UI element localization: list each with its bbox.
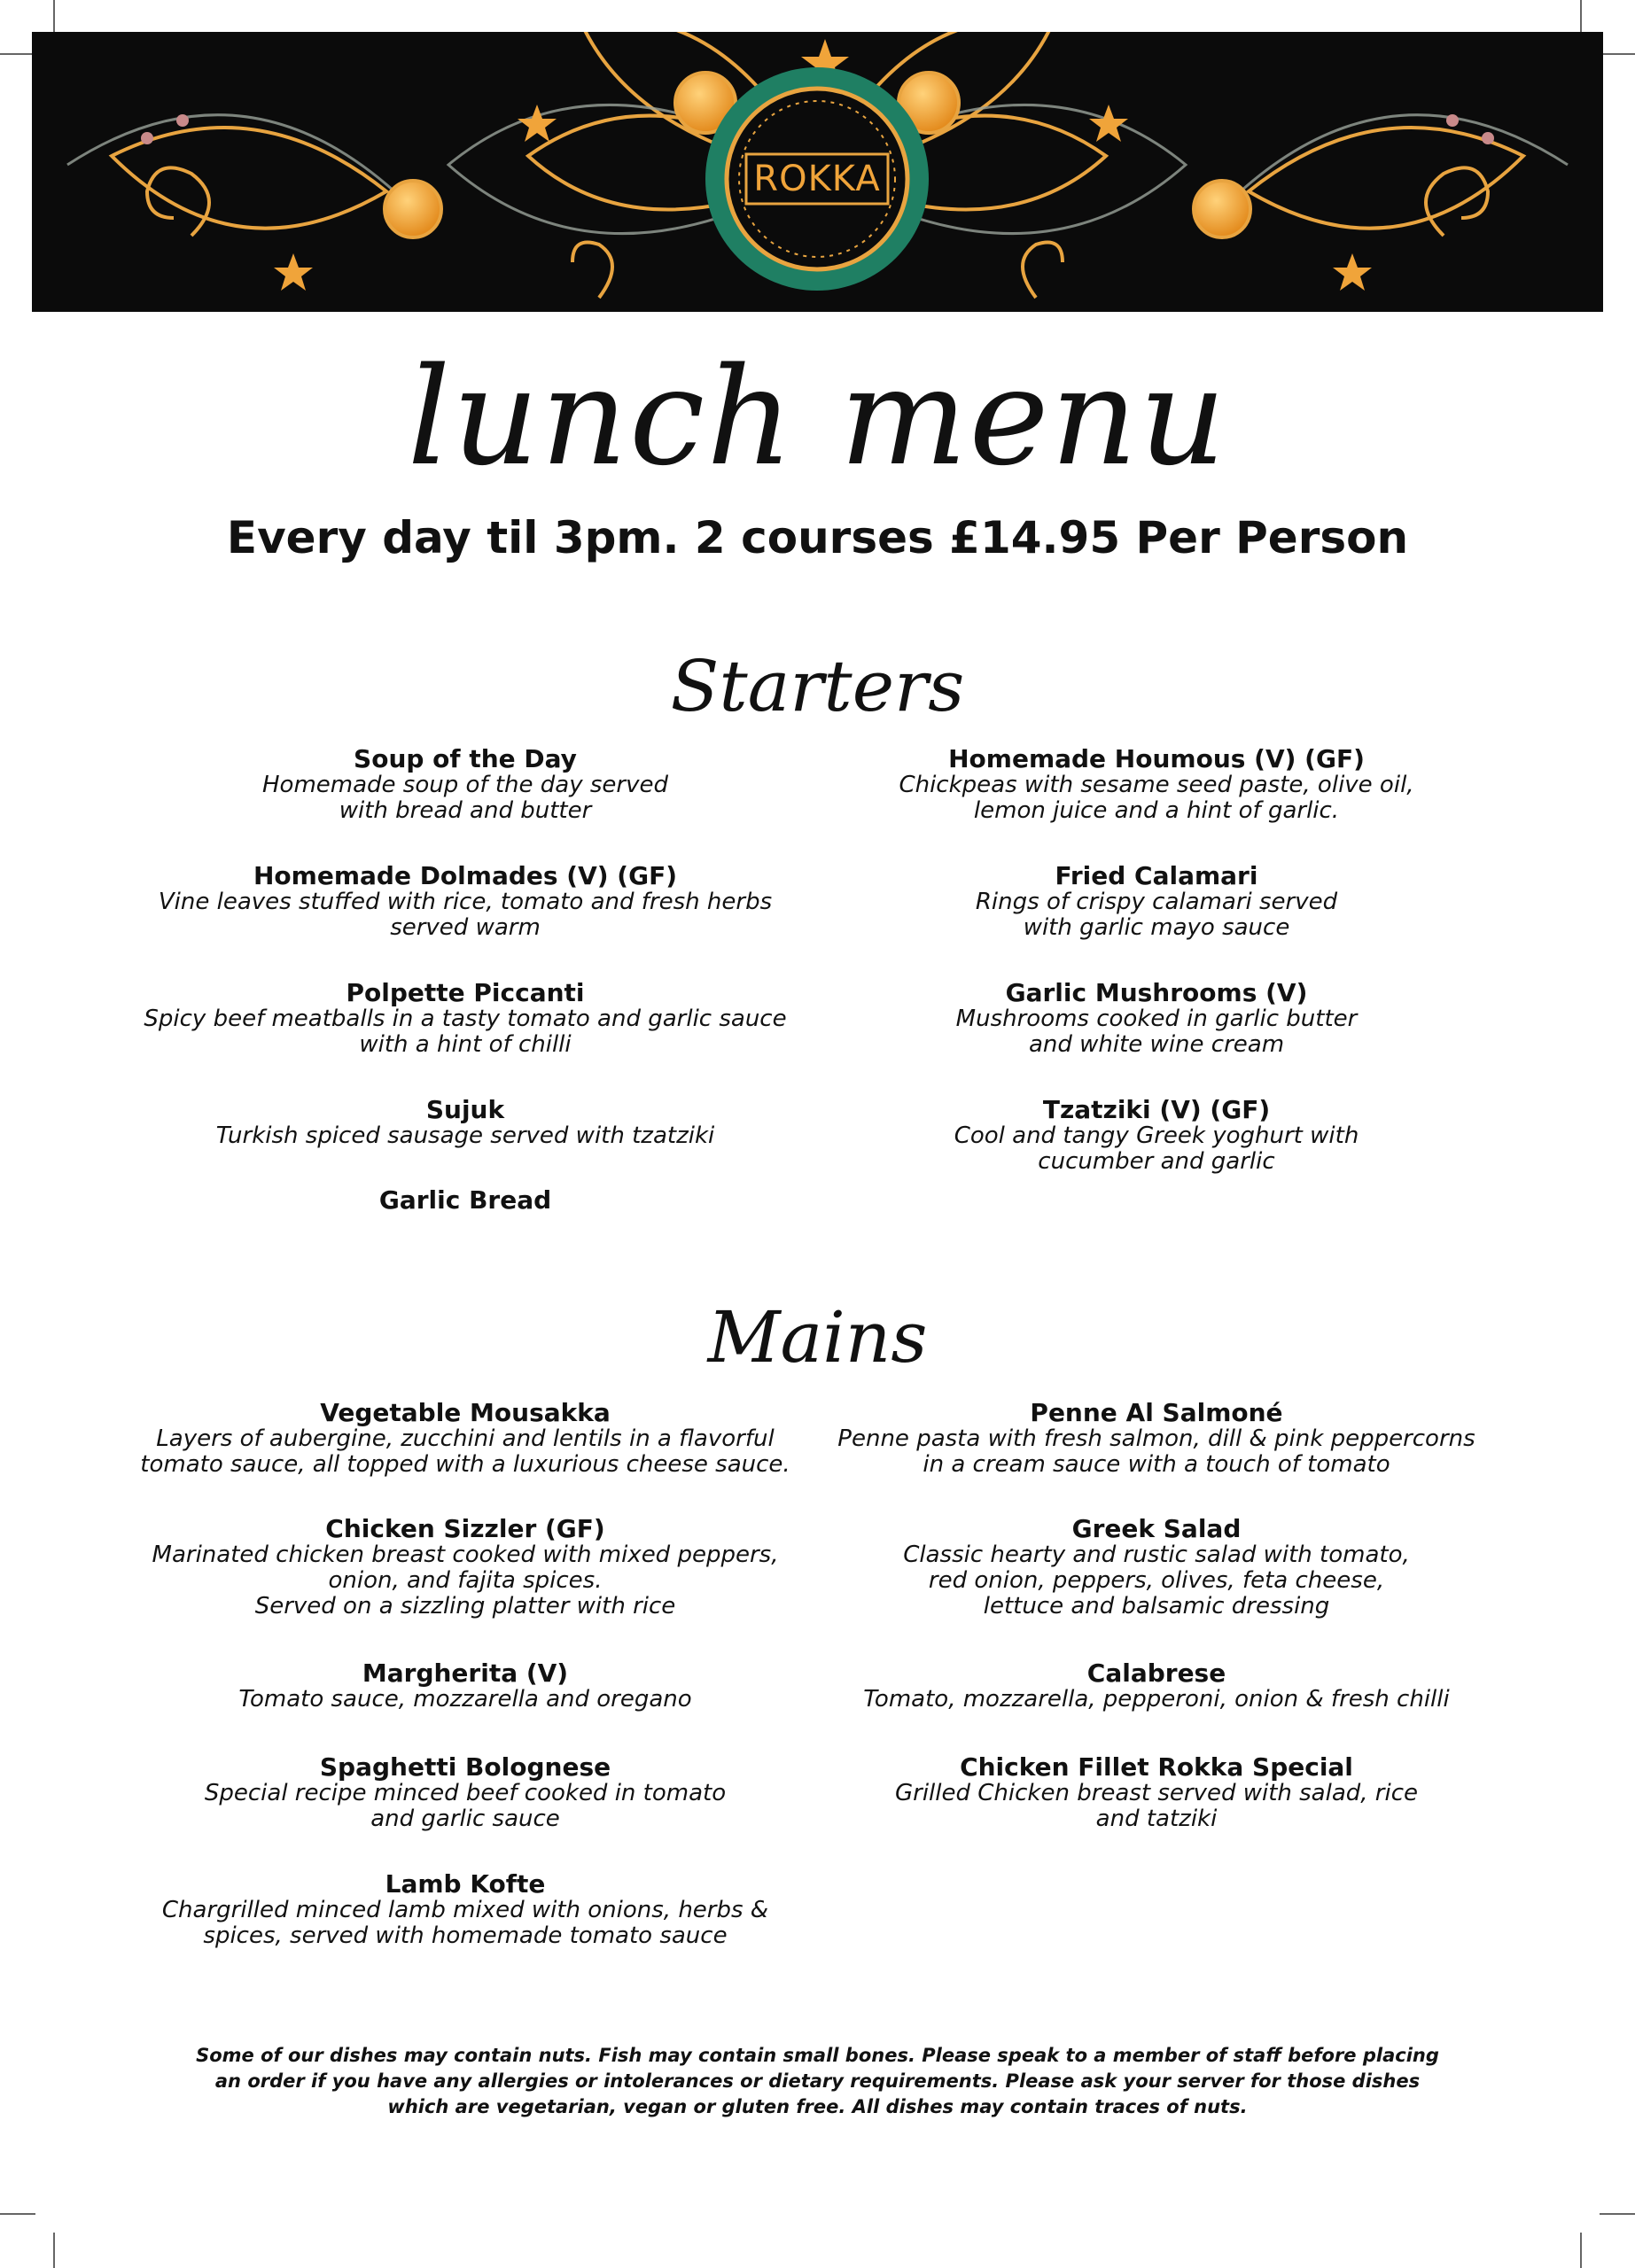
menu-item [815,1400,1498,1478]
star-icon [518,105,557,142]
item-name: Lamb Kofte [385,1869,546,1899]
mains-right-column [815,1400,1498,1967]
menu-item [115,746,815,824]
item-description: Vine leaves stuffed with rice, tomato and fresh herbs served warm [158,889,773,941]
item-description: Special recipe minced beef cooked in tomato and garlic sauce [204,1780,727,1832]
item-description: Classic hearty and rustic salad with tomato, red onion, peppers, olives, feta cheese, lettuce and balsamic dressing [903,1542,1410,1619]
crop-mark [1580,0,1582,35]
item-name: Soup of the Day [354,744,577,773]
item-name: Garlic Mushrooms (V) [1005,978,1308,1007]
swirl [1023,243,1063,299]
item-description: Turkish spiced sausage served with tzatziki [215,1122,715,1149]
starters-right-column [815,746,1498,1242]
item-name: Spaghetti Bolognese [319,1752,611,1782]
menu-item [815,1516,1498,1619]
item-name: Homemade Dolmades (V) (GF) [253,861,677,890]
item-description: Tomato sauce, mozzarella and oregano [238,1686,692,1713]
item-name: Sujuk [425,1095,505,1124]
crop-mark [0,2213,35,2215]
menu-item [115,1097,815,1149]
accent-dot [176,114,189,127]
crop-mark [1600,53,1635,55]
item-description: Mushrooms cooked in garlic butter and white wine cream [955,1006,1358,1058]
swirl [147,167,209,236]
item-name: Penne Al Salmoné [1030,1398,1283,1427]
header-banner [32,32,1603,312]
menu-item [115,1400,815,1478]
item-name: Greek Salad [1071,1514,1242,1543]
accent-dot [141,132,153,144]
item-description: Cool and tangy Greek yoghurt with cucumber and garlic [954,1122,1359,1175]
gold-orb [1194,181,1250,237]
menu-item [815,863,1498,941]
item-description: Marinated chicken breast cooked with mixed peppers, onion, and fajita spices. Served on a sizzling platter with rice [152,1542,779,1619]
swirl [1426,167,1488,236]
item-name: Homemade Houmous (V) (GF) [948,744,1365,773]
menu-item [115,1754,815,1832]
item-name: Fried Calamari [1055,861,1258,890]
item-name: Chicken Fillet Rokka Special [960,1752,1353,1782]
item-description: Spicy beef meatballs in a tasty tomato and garlic sauce with a hint of chilli [144,1006,787,1058]
item-name: Calabrese [1086,1658,1226,1688]
menu-item [815,1097,1498,1175]
mains-left-column [115,1400,815,1967]
crop-mark [1600,2213,1635,2215]
menu-item [815,1660,1498,1713]
item-description: Grilled Chicken breast served with salad, rice and tatziki [894,1780,1419,1832]
logo-text: ROKKA [753,159,881,199]
crop-mark [0,53,35,55]
star-icon [1089,105,1128,142]
item-description: Tomato, mozzarella, pepperoni, onion & fresh chilli [863,1686,1450,1713]
starters-left-column [115,746,815,1242]
menu-item [115,1660,815,1713]
menu-item [115,1871,815,1949]
menu-item [115,1187,815,1214]
menu-item [815,980,1498,1058]
item-name: Vegetable Mousakka [320,1398,611,1427]
page-title: lunch menu [407,338,1228,495]
menu-item [115,1516,815,1619]
item-description: Layers of aubergine, zucchini and lentils in a flavorful tomato sauce, all topped with a luxurious cheese sauce. [140,1425,790,1478]
accent-dot [1446,114,1459,127]
item-description: Homemade soup of the day served with bread and butter [262,772,668,824]
menu-item [115,980,815,1058]
menu-item [815,1754,1498,1832]
item-name: Garlic Bread [378,1185,552,1215]
accent-dot [1482,132,1494,144]
star-icon [274,253,313,291]
item-description: Rings of crispy calamari served with garlic mayo sauce [975,889,1338,941]
crop-mark [53,2233,55,2268]
price-subtitle: Every day til 3pm. 2 courses £14.95 Per Person [226,512,1409,563]
item-description: Chargrilled minced lamb mixed with onions, herbs & spices, served with homemade tomato sauce [161,1897,769,1949]
item-name: Chicken Sizzler (GF) [325,1514,605,1543]
starters-heading: Starters [670,645,965,727]
crop-mark [53,0,55,35]
item-name: Tzatziki (V) (GF) [1042,1095,1271,1124]
swirl [572,243,612,299]
menu-item [815,746,1498,824]
gold-orb [385,181,441,237]
item-name: Margherita (V) [362,1658,569,1688]
item-description: Chickpeas with sesame seed paste, olive oil, lemon juice and a hint of garlic. [899,772,1414,824]
star-icon [1333,253,1372,291]
allergy-notice: Some of our dishes may contain nuts. Fish may contain small bones. Please speak to a member of staff before placing an order if you have any allergies or intolerances or dietary requirements. Please ask your server for those dishes which are vegetarian, vegan or gluten free. All dishes may contain traces of nuts. [196,2045,1439,2117]
item-name: Polpette Piccanti [346,978,585,1007]
menu-item [115,863,815,941]
item-description: Penne pasta with fresh salmon, dill & pink peppercorns in a cream sauce with a touch of tomato [837,1425,1475,1478]
crop-mark [1580,2233,1582,2268]
mains-heading: Mains [707,1296,928,1379]
